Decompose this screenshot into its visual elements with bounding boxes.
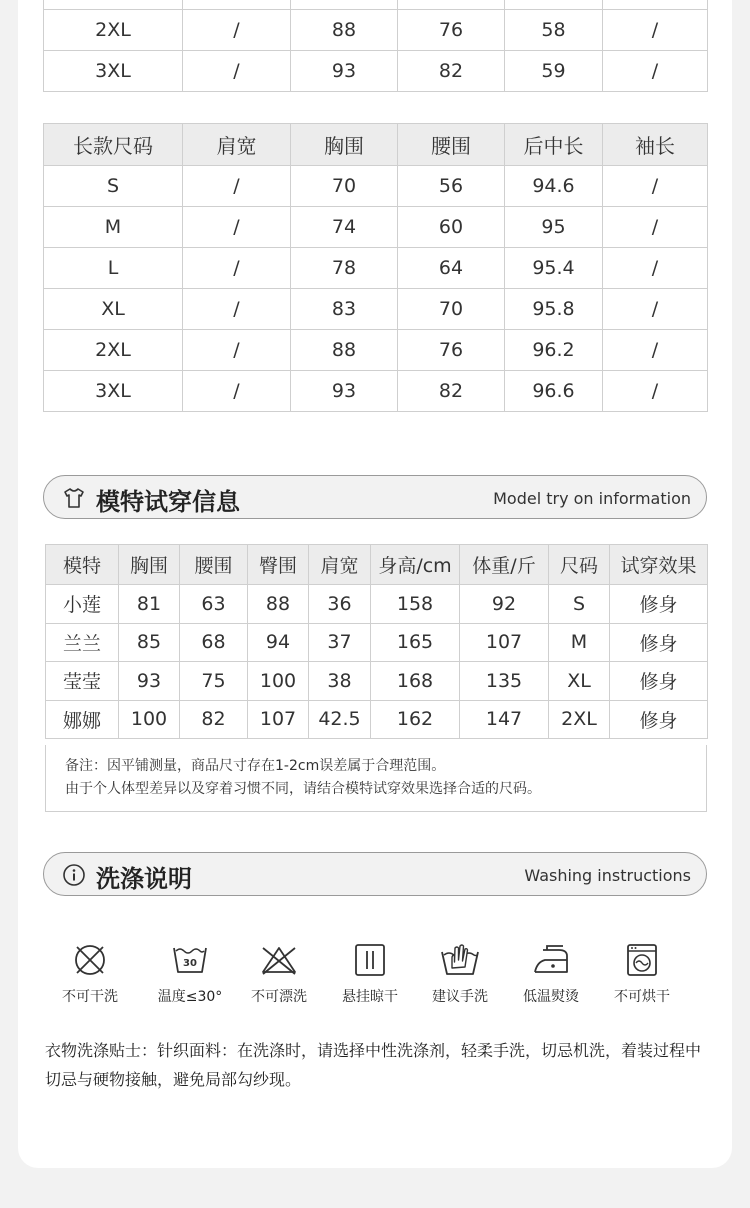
wash-item-no-dry-clean xyxy=(50,940,130,1006)
wash-label: 建议手洗 xyxy=(432,989,488,1005)
wash-30-icon xyxy=(170,940,210,980)
section-title: 洗涤说明 xyxy=(96,865,192,893)
table-row: 娜娜 100 82 107 42.5 162 147 2XL 修身 xyxy=(46,700,708,739)
low-iron-icon xyxy=(531,940,571,980)
no-bleach-icon xyxy=(259,940,299,980)
hang-dry-icon xyxy=(350,940,390,980)
column-header: 胸围 xyxy=(291,124,398,166)
table-row: 兰兰 85 68 94 37 165 107 M 修身 xyxy=(46,623,708,662)
table-row: M / 74 60 95 / xyxy=(44,207,708,248)
table-row: XL / 83 70 95.8 / xyxy=(44,289,708,330)
wash-item-low-iron xyxy=(511,940,591,1006)
column-header: 肩宽 xyxy=(183,124,291,166)
size-note xyxy=(45,745,707,812)
note-line: 由于个人体型差异以及穿着习惯不同，请结合模特试穿效果选择合适的尺码。 xyxy=(65,781,541,797)
table-row: S / 70 56 94.6 / xyxy=(44,166,708,207)
section-title: 模特试穿信息 xyxy=(96,488,240,516)
size-table-long xyxy=(43,123,708,412)
model-table xyxy=(45,544,708,739)
table-row xyxy=(44,0,708,10)
column-header: 长款尺码 xyxy=(44,124,183,166)
wash-item-no-bleach xyxy=(239,940,319,1006)
wash-label: 不可干洗 xyxy=(62,989,118,1005)
wash-tip xyxy=(45,1036,717,1094)
info-icon xyxy=(62,863,86,887)
model-section-header xyxy=(43,475,707,519)
column-header: 身高/cm xyxy=(371,545,460,585)
column-header: 肩宽 xyxy=(309,545,371,585)
column-header: 袖长 xyxy=(603,124,708,166)
hand-wash-icon xyxy=(438,940,482,980)
tshirt-icon xyxy=(62,486,86,510)
table-row: 2XL / 88 76 96.2 / xyxy=(44,330,708,371)
column-header: 臀围 xyxy=(248,545,309,585)
wash-temp-text: 30 xyxy=(183,958,197,969)
wash-label: 不可烘干 xyxy=(614,989,670,1005)
size-table-short xyxy=(43,0,708,92)
column-header: 体重/斤 xyxy=(460,545,549,585)
wash-label: 不可漂洗 xyxy=(251,989,307,1005)
table-header-row xyxy=(44,124,708,166)
wash-item-temp xyxy=(150,940,230,1006)
column-header: 胸围 xyxy=(119,545,180,585)
wash-item-hang-dry xyxy=(330,940,410,1006)
column-header: 试穿效果 xyxy=(610,545,708,585)
section-subtitle: Washing instructions xyxy=(524,866,691,885)
table-header-row xyxy=(46,545,708,585)
wash-label: 温度≤30° xyxy=(157,989,223,1005)
wash-item-no-tumble-dry xyxy=(602,940,682,1006)
table-row: 2XL / 88 76 58 / xyxy=(44,10,708,51)
column-header: 腰围 xyxy=(180,545,248,585)
column-header: 腰围 xyxy=(398,124,505,166)
wash-section-header xyxy=(43,852,707,896)
no-dry-clean-icon xyxy=(70,940,110,980)
table-row: L / 78 64 95.4 / xyxy=(44,248,708,289)
wash-tip-label: 衣物洗涤贴士： xyxy=(45,1041,158,1060)
wash-tip-text: 针织面料：在洗涤时，请选择中性洗涤剂，轻柔手洗，切忌机洗，着装过程中切忌与硬物接触，避免局部勾纱现。 xyxy=(45,1041,702,1089)
no-tumble-dry-icon xyxy=(622,940,662,980)
table-row: 3XL / 93 82 59 / xyxy=(44,51,708,92)
column-header: 尺码 xyxy=(549,545,610,585)
wash-item-hand-wash xyxy=(420,940,500,1006)
note-line: 备注：因平铺测量，商品尺寸存在1-2cm误差属于合理范围。 xyxy=(65,758,446,774)
table-row: 3XL / 93 82 96.6 / xyxy=(44,371,708,412)
wash-label: 悬挂晾干 xyxy=(342,989,398,1005)
column-header: 模特 xyxy=(46,545,119,585)
table-row: 小莲 81 63 88 36 158 92 S 修身 xyxy=(46,585,708,624)
wash-label: 低温熨烫 xyxy=(523,989,579,1005)
column-header: 后中长 xyxy=(505,124,603,166)
section-subtitle: Model try on information xyxy=(493,489,691,508)
table-row: 莹莹 93 75 100 38 168 135 XL 修身 xyxy=(46,662,708,701)
